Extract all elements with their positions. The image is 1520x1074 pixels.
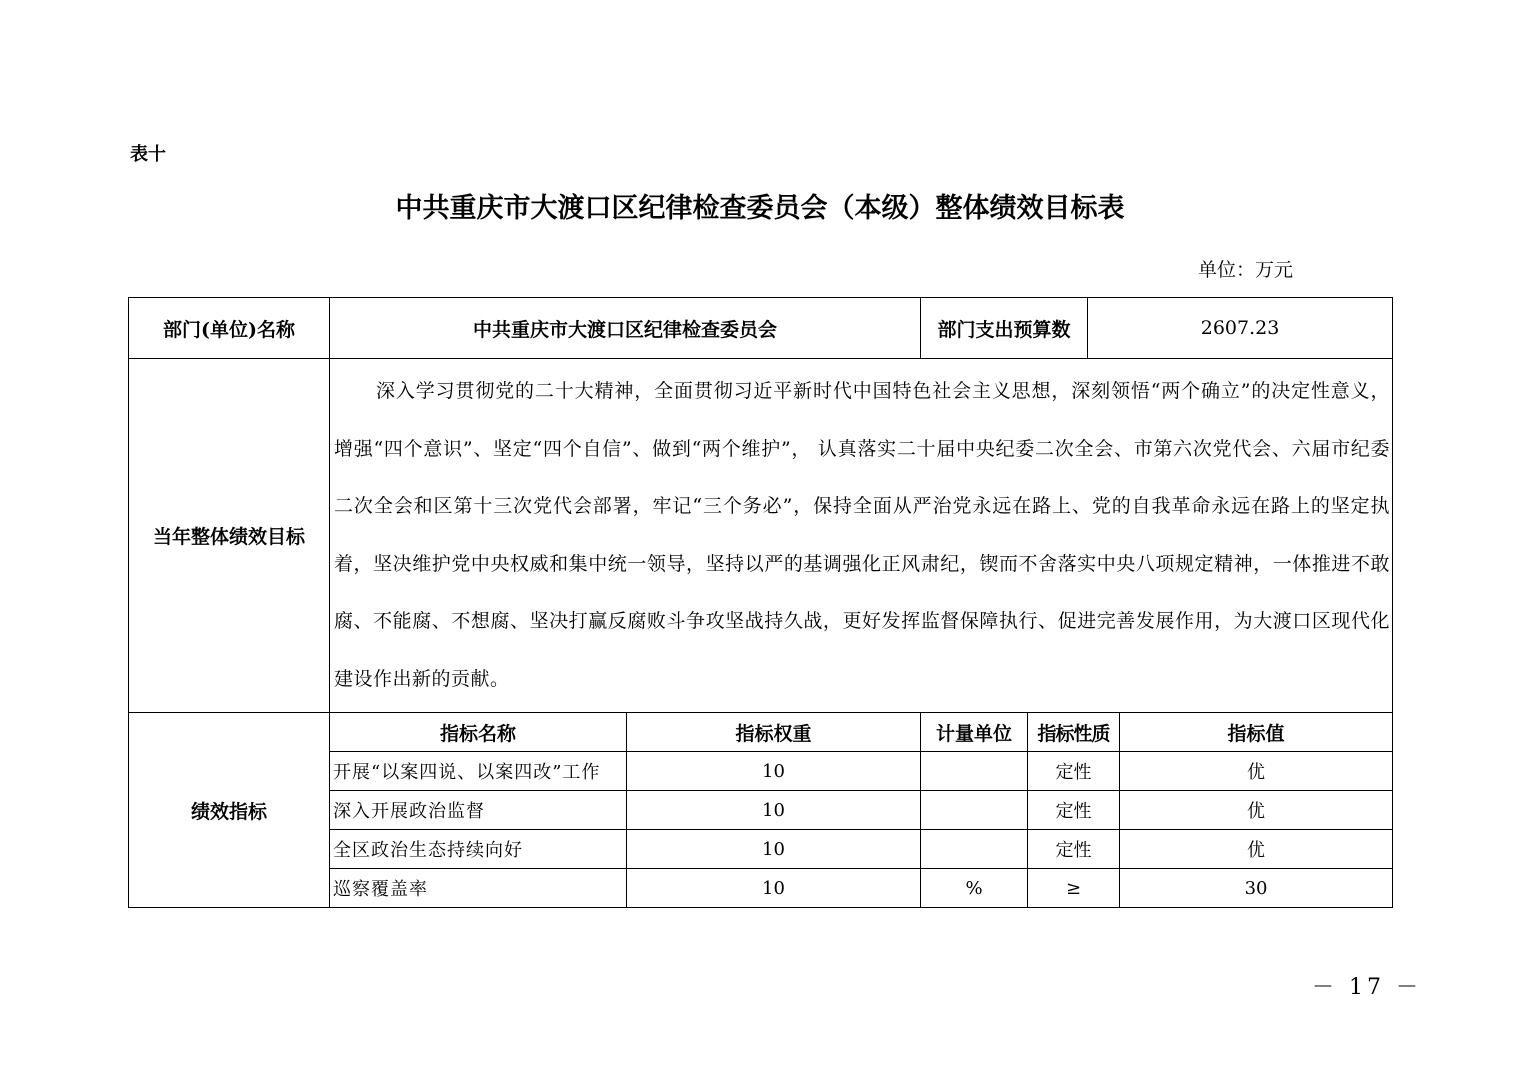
indicator-weight: 10 bbox=[627, 791, 921, 830]
goal-label: 当年整体绩效目标 bbox=[129, 359, 330, 713]
indicator-weight: 10 bbox=[627, 830, 921, 869]
performance-target-table bbox=[128, 297, 1393, 908]
page-number: － 17 － bbox=[1312, 975, 1422, 1000]
indicator-value: 优 bbox=[1120, 830, 1393, 869]
budget-value: 2607.23 bbox=[1088, 298, 1393, 359]
dept-row bbox=[129, 298, 1393, 359]
indicator-nature: ≥ bbox=[1028, 869, 1120, 908]
table-number-label: 表十 bbox=[130, 144, 166, 165]
dept-name-label: 部门(单位)名称 bbox=[129, 298, 330, 359]
indicator-value: 30 bbox=[1120, 869, 1393, 908]
indicator-unit bbox=[921, 830, 1028, 869]
document-title: 中共重庆市大渡口区纪律检查委员会（本级）整体绩效目标表 bbox=[395, 193, 1125, 224]
indicator-nature: 定性 bbox=[1028, 752, 1120, 791]
indicator-name: 深入开展政治监督 bbox=[330, 791, 627, 830]
indicator-nature: 定性 bbox=[1028, 791, 1120, 830]
indicator-value: 优 bbox=[1120, 752, 1393, 791]
indicator-header-row bbox=[129, 713, 1393, 752]
budget-label: 部门支出预算数 bbox=[921, 298, 1088, 359]
indicator-unit bbox=[921, 752, 1028, 791]
goal-text: 深入学习贯彻党的二十大精神，全面贯彻习近平新时代中国特色社会主义思想，深刻领悟“两个确立”的决定性意义，增强“四个意识”、坚定“四个自信”、做到“两个维护”， 认真落实二十届中央纪委二次全会、市第六次党代会、六届市纪委二次全会和区第十三次党代会部署，牢记“三个务必”，保持全面从严治党永远在路上、党的自我革命永远在路上的坚定执着，坚决维护党中央权威和集中统一领导，坚持以严的基调强化正风肃纪，锲而不舍落实中央八项规定精神，一体推进不敢腐、不能腐、不想腐、坚决打赢反腐败斗争攻坚战持久战，更好发挥监督保障执行、促进完善发展作用，为大渡口区现代化建设作出新的贡献。 bbox=[330, 359, 1393, 713]
indicator-value: 优 bbox=[1120, 791, 1393, 830]
dept-name-value: 中共重庆市大渡口区纪律检查委员会 bbox=[330, 298, 921, 359]
col-indicator-value: 指标值 bbox=[1120, 713, 1393, 752]
indicator-name: 巡察覆盖率 bbox=[330, 869, 627, 908]
indicator-unit: % bbox=[921, 869, 1028, 908]
indicator-nature: 定性 bbox=[1028, 830, 1120, 869]
unit-label: 单位：万元 bbox=[1198, 259, 1294, 281]
col-indicator-name: 指标名称 bbox=[330, 713, 627, 752]
col-measure-unit: 计量单位 bbox=[921, 713, 1028, 752]
indicator-name: 开展“以案四说、以案四改”工作 bbox=[330, 752, 627, 791]
indicators-label: 绩效指标 bbox=[129, 713, 330, 908]
indicator-name: 全区政治生态持续向好 bbox=[330, 830, 627, 869]
col-indicator-weight: 指标权重 bbox=[627, 713, 921, 752]
indicator-unit bbox=[921, 791, 1028, 830]
indicator-weight: 10 bbox=[627, 869, 921, 908]
col-indicator-nature: 指标性质 bbox=[1028, 713, 1120, 752]
goal-row bbox=[129, 359, 1393, 713]
indicator-weight: 10 bbox=[627, 752, 921, 791]
